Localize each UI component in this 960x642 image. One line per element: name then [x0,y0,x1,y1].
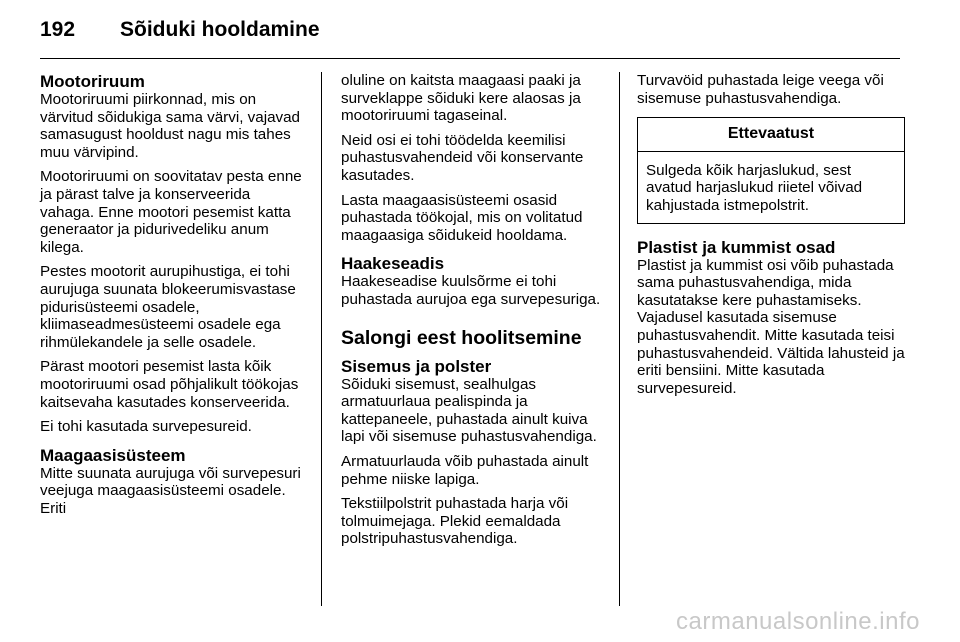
heading-sisemus: Sisemus ja polster [341,356,492,376]
caution-title: Ettevaatust [638,118,904,152]
paragraph: Sõiduki sisemust, sealhulgas armatuurlaua pealispinda ja kattepaneele, puhastada ainult kuiva lapi või sisemuse puhastusvahendiga. [341,375,597,446]
watermark: carmanualsonline.info [676,608,920,635]
paragraph: Ei tohi kasutada survepesureid. [40,418,252,436]
page-header [40,18,320,48]
paragraph: Pestes mootorit aurupihustiga, ei tohi aurujuga suunata blokeerumisvastase pidurisüsteemi osadele, kliimaseadmesüsteemi osadele ega rihmülekandele ja selle osadele. [40,263,296,351]
paragraph: Mootoriruumi on soovitatav pesta enne ja pärast talve ja konserveerida vahaga. Enne mootori pesemist katta generaator ja pidurivedeliku anum kilega. [40,168,302,256]
caution-box [637,117,905,223]
page-title: Sõiduki hooldamine [120,18,320,41]
page-number: 192 [40,18,76,41]
column-3 [637,72,905,404]
paragraph: Neid osi ei tohi töödelda keemilisi puhastusvahendeid või konservante kasutades. [341,131,584,184]
paragraph: Tekstiilpolstrit puhastada harja või tolmuimejaga. Plekid eemaldada polstripuhastusvahendiga. [341,495,569,548]
paragraph: Turvavöid puhastada leige veega või sisemuse puhastusvahendiga. [637,72,884,107]
paragraph: Haakeseadise kuulsõrme ei tohi puhastada aurujoa ega survepesuriga. [341,273,601,308]
paragraph: Pärast mootori pesemist lasta kõik mootoriruumi osad põhjalikult töökojas kaitsevaha kasutades konserveerida. [40,358,299,411]
paragraph: oluline on kaitsta maagaasi paaki ja surveklappe sõiduki kere alaosas ja mootoriruumi tagaseinal. [341,72,581,125]
paragraph: Lasta maagaasisüsteemi osasid puhastada töökojal, mis on volitatud maagaasiga sõidukeid hooldama. [341,191,583,244]
paragraph: Armatuurlauda võib puhastada ainult pehme niiske lapiga. [341,452,589,488]
header-rule [40,58,900,59]
caution-text: Sulgeda kõik harjaslukud, sest avatud harjaslukud riietel võivad kahjustada istmepolstrit. [646,161,863,214]
heading-plastist: Plastist ja kummist osad [637,237,836,257]
heading-maagaasisusteem: Maagaasisüsteem [40,445,186,465]
column-1 [40,72,308,524]
paragraph: Mootoriruumi piirkonnad, mis on värvitud sõidukiga sama värvi, vajavad samasugust hooldust nagu mis tahes muu värvipind. [40,91,300,161]
heading-haakeseadis: Haakeseadis [341,254,445,274]
column-divider-2 [619,72,620,606]
paragraph: Mitte suunata aurujuga või survepesuri veejuga maagaasisüsteemi osadele. Eriti [40,464,301,517]
heading-salongi: Salongi eest hoolitsemine [341,326,582,349]
column-divider-1 [321,72,322,606]
heading-mootoriruum: Mootoriruum [40,72,145,91]
column-2 [341,72,609,555]
paragraph: Plastist ja kummist osi võib puhastada sama puhastusvahendiga, mida kasutatakse kere puhastamiseks. Vajadusel kasutada sisemuse puhastusvahendit. Mitte kasutada teisi puhastusvahendeid. Vältida lahusteid ja eriti bensiini. Mitte kasutada survepesureid. [637,256,905,397]
